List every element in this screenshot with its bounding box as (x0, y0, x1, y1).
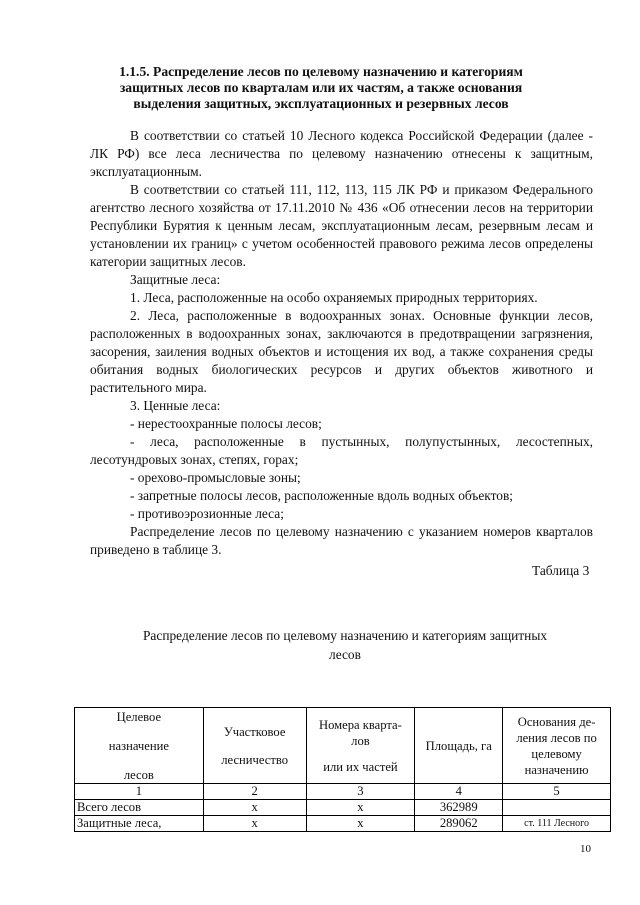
table-cell: Всего лесов (75, 800, 204, 816)
table-cell: х (203, 816, 306, 832)
table-cell: ст. 111 Лесного (503, 816, 611, 832)
header-cell: Целевое назначение лесов (75, 708, 204, 784)
table-cell: х (203, 800, 306, 816)
table-cell: х (306, 816, 415, 832)
body-text (90, 127, 593, 559)
list-item: - противоэрозионные леса; (130, 506, 284, 521)
table-label: Таблица 3 (532, 563, 590, 578)
list-item: - запретные полосы лесов, расположенные вдоль водных объектов; (130, 488, 514, 503)
header-cell: Площадь, га (415, 708, 503, 784)
table-cell: 289062 (415, 816, 503, 832)
table-cell: х (306, 800, 415, 816)
table-cell: 3 (306, 784, 415, 800)
table-cell: 2 (203, 784, 306, 800)
list-item: - орехово-промысловые зоны; (130, 470, 301, 485)
table-cell: Защитные леса, (75, 816, 204, 832)
paragraph: 2. Леса, расположенные в водоохранных зонах. Основные функции лесов, расположенных в водоохранных зонах, заключаются в предотвращении загрязнения, засорения, заиления водных объектов и истощения их вод, а также сохранения среды обитания водных биологических ресурсов и других объектов животного и растительного мира. (90, 308, 593, 395)
list-item: - нерестоохранные полосы лесов; (130, 416, 322, 431)
table-cell: 362989 (415, 800, 503, 816)
table-number-row (75, 784, 611, 800)
table-caption: Распределение лесов по целевому назначению и категориям защитных лесов (142, 628, 548, 662)
section-heading: 1.1.5. Распределение лесов по целевому назначению и категориям защитных лесов по кварталам или их частям, а также основания выделения защитных, эксплуатационных и резервных лесов (119, 64, 523, 111)
header-cell: Основания де- ления лесов по целевому назначению (503, 708, 611, 784)
table-cell: 1 (75, 784, 204, 800)
paragraph: В соответствии со статьей 111, 112, 113, 115 ЛК РФ и приказом Федерального агентство лесного хозяйства от 17.11.2010 № 436 «Об отнесении лесов на территории Республики Бурятия к ценным лесам, эксплуатационным лесам, резервным лесам и установлении их границ» с учетом особенностей правового режима лесов определены категории защитных лесов. (90, 182, 593, 269)
table-cell (503, 800, 611, 816)
table-cell: 4 (415, 784, 503, 800)
table-header-row (75, 708, 611, 784)
list-item: - леса, расположенные в пустынных, полупустынных, лесостепных, лесотундровых зонах, степях, горах; (90, 434, 593, 467)
forest-distribution-table (74, 707, 611, 832)
page-number: 10 (580, 843, 591, 855)
paragraph: 3. Ценные леса: (130, 398, 221, 413)
paragraph: Распределение лесов по целевому назначению с указанием номеров кварталов приведено в таблице 3. (90, 524, 593, 557)
table-cell: 5 (503, 784, 611, 800)
paragraph: Защитные леса: (130, 272, 221, 287)
header-cell: Номера кварта- лов или их частей (306, 708, 415, 784)
table-row (75, 800, 611, 816)
paragraph: 1. Леса, расположенные на особо охраняемых природных территориях. (130, 290, 538, 305)
header-cell: Участковое лесничество (203, 708, 306, 784)
table-row (75, 816, 611, 832)
paragraph: В соответствии со статьей 10 Лесного кодекса Российской Федерации (далее - ЛК РФ) все леса лесничества по целевому назначению отнесены к защитным, эксплуатационным. (90, 128, 593, 179)
